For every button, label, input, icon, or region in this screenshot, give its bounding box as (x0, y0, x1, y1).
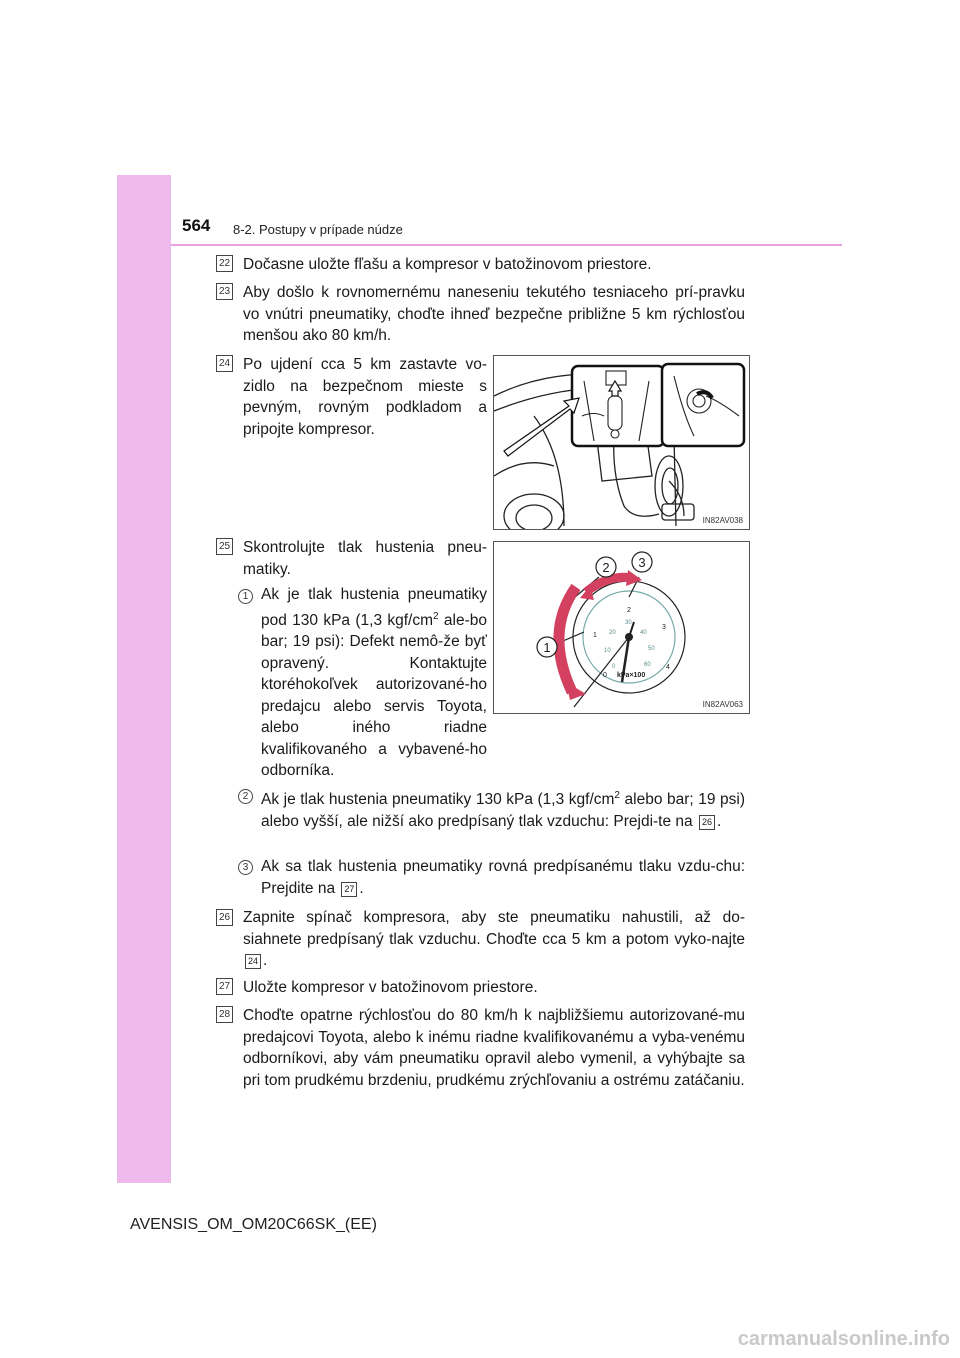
gauge-unit: kPa×100 (617, 672, 646, 679)
gauge-inner-50: 50 (648, 646, 655, 652)
figure-pressure-gauge (493, 541, 750, 714)
ref-badge-24[interactable]: 24 (245, 954, 261, 969)
subitem-1-text: Ak je tlak hustenia pneumatiky pod 130 kPa (1,3 kgf/$cm^2$ ale-bo bar; 19 psi): Defekt nemô-že byť opravený. Kontaktujte ktoréhokoľvek autorizované-ho predajcu alebo servis Toyota, alebo iného riadne kvalifikovaného a vybavené-ho odborníka. (261, 586, 487, 780)
gauge-inner-60: 60 (644, 662, 651, 668)
gauge-inner-0: 0 (612, 664, 616, 670)
ref-badge-27[interactable]: 27 (341, 882, 357, 897)
step-badge-24: 24 (216, 355, 233, 372)
step-27-text: Uložte kompresor v batožinovom priestore. (243, 979, 538, 996)
step-badge-27: 27 (216, 978, 233, 995)
watermark: carmanualsonline.info (737, 1328, 950, 1350)
step-23-text: Aby došlo k rovnomernému naneseniu tekutého tesniaceho prí-pravku vo vnútri pneumatiky, choďte ihneď bezpečne približne 5 km rýchlosťou menšou ako 80 km/h. (243, 284, 745, 344)
ref-badge-26[interactable]: 26 (699, 815, 715, 830)
gauge-outer-3: 3 (662, 624, 666, 631)
figure-code-2: IN82AV063 (702, 700, 743, 709)
callout-3: 3 (638, 555, 646, 570)
footer-doc-code: AVENSIS_OM_OM20C66SK_(EE) (130, 1216, 377, 1233)
step-26-text: Zapnite spínač kompresora, aby ste pneumatiku nahustili, až do-siahnete predpísaný tlak vzduchu. Choďte cca 5 km a potom vyko-najte 24 . (243, 909, 745, 969)
page-number: 564 (182, 216, 211, 235)
subitem-3-text: Ak sa tlak hustenia pneumatiky rovná predpísanému tlaku vzdu-chu: Prejdite na 27 . (261, 858, 745, 897)
pressure-gauge-illustration (494, 542, 749, 713)
step-22-text: Dočasne uložte fľašu a kompresor v batožinovom priestore. (243, 256, 652, 273)
callout-2: 2 (602, 560, 610, 575)
gauge-outer-4: 4 (666, 664, 670, 671)
gauge-inner-20: 20 (609, 630, 616, 636)
step-24-text: Po ujdení cca 5 km zastavte vo-zidlo na bezpečnom mieste s pevným, rovným podkladom a pripojte kompresor. (243, 356, 487, 438)
section-title: 8-2. Postupy v prípade núdze (233, 222, 403, 237)
gauge-inner-10: 10 (604, 648, 611, 654)
step-28-text: Choďte opatrne rýchlosťou do 80 km/h k najbližšiemu autorizované-mu predajcovi Toyota, alebo k inému riadne kvalifikovanému a vyba-venému odborníkovi, aby vám pneumatiku opravil alebo vymenil, a vyhýbajte sa pri tom prudkému brzdeniu, prudkému zrýchľovaniu a ostrému zatáčaniu. (243, 1007, 745, 1089)
gauge-outer-0: 0 (603, 672, 607, 679)
figure-code-1: IN82AV038 (702, 516, 743, 525)
subitem-2-text: Ak je tlak hustenia pneumatiky 130 kPa (1,3 kgf/$cm^2$ alebo bar; 19 psi) alebo vyšší, ale nižší ako predpísaný tlak vzduchu: Prejdi-te na 26 . (261, 790, 746, 830)
gauge-inner-30: 30 (625, 620, 632, 626)
step-badge-22: 22 (216, 255, 233, 272)
chapter-sidebar (117, 175, 171, 1183)
step-badge-25: 25 (216, 538, 233, 555)
step-badge-26: 26 (216, 909, 233, 926)
subitem-badge-2: 2 (238, 789, 253, 804)
gauge-outer-2: 2 (627, 607, 631, 614)
step-25-text: Skontrolujte tlak hustenia pneu-matiky. (243, 539, 487, 578)
car-compressor-illustration (494, 356, 749, 529)
subitem-badge-3: 3 (238, 860, 253, 875)
step-badge-28: 28 (216, 1006, 233, 1023)
callout-1: 1 (543, 640, 551, 655)
gauge-outer-1: 1 (593, 632, 597, 639)
figure-compressor-connection (493, 355, 750, 530)
header-rule (171, 244, 842, 246)
subitem-badge-1: 1 (238, 589, 253, 604)
step-badge-23: 23 (216, 283, 233, 300)
gauge-inner-40: 40 (640, 630, 647, 636)
